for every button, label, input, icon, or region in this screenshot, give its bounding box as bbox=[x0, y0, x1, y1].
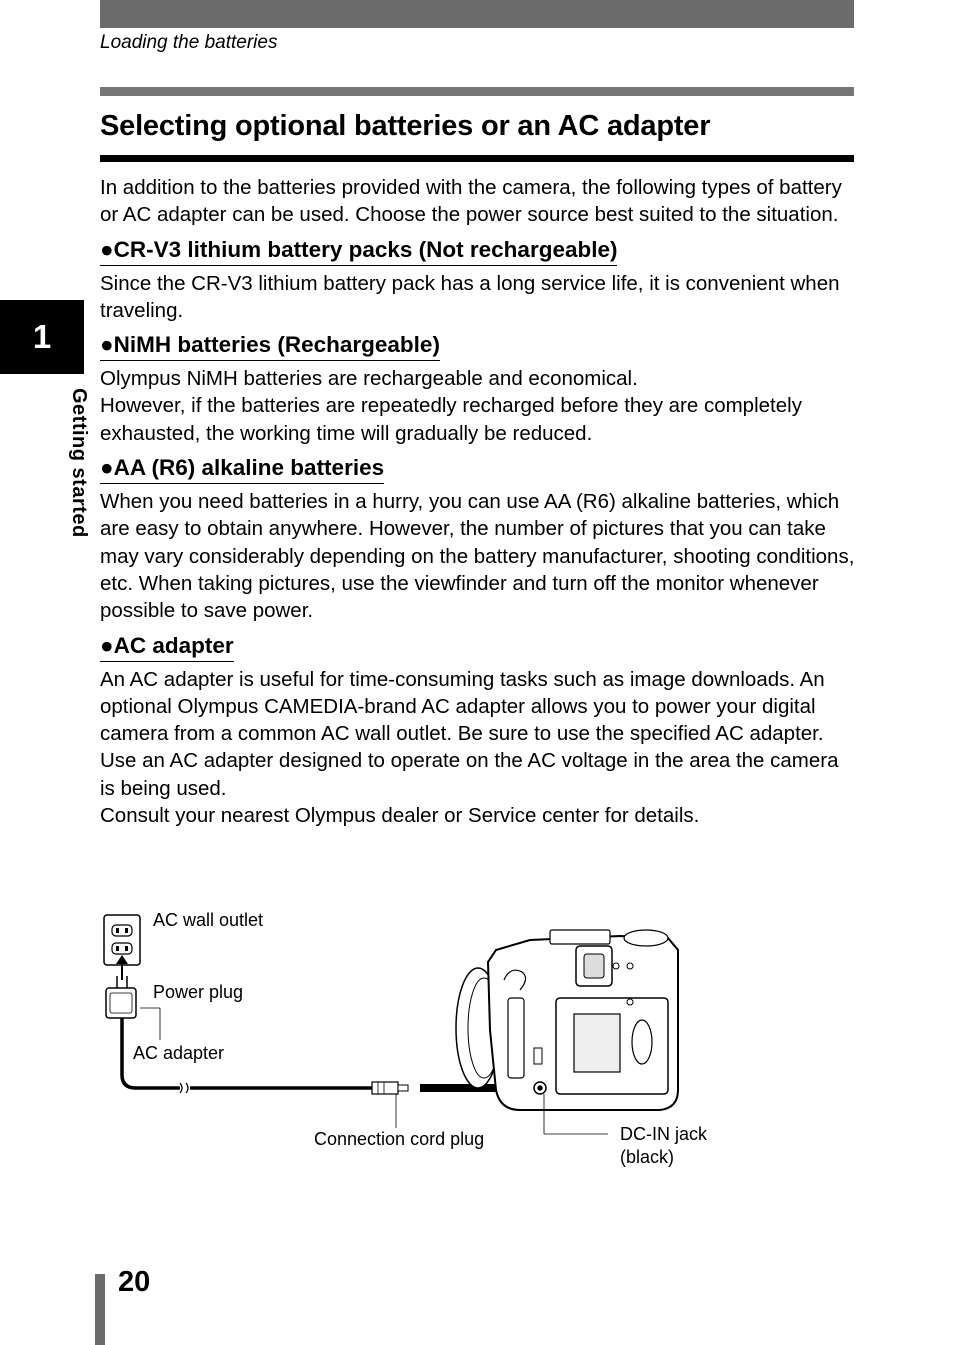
bullet-icon: ● bbox=[100, 632, 114, 658]
section-nimh bbox=[100, 331, 856, 447]
chapter-tab: 1 bbox=[0, 300, 84, 374]
section-heading-text bbox=[100, 236, 617, 266]
intro-paragraph: In addition to the batteries provided with the camera, the following types of battery or AC adapter can be used. Choose the power source best suited to the situation. bbox=[100, 176, 842, 227]
bullet-icon: ● bbox=[100, 236, 114, 262]
bullet-icon: ● bbox=[100, 332, 114, 358]
section-heading-text bbox=[100, 331, 440, 361]
section-crv3 bbox=[100, 236, 856, 325]
section-paragraph: Since the CR-V3 lithium battery pack has a long service life, it is convenient when traveling. bbox=[100, 271, 840, 322]
section-heading bbox=[100, 632, 856, 662]
bullet-icon: ● bbox=[100, 455, 114, 481]
footer-bar bbox=[95, 1274, 105, 1345]
section-paragraph: An AC adapter is useful for time-consuming tasks such as image downloads. An optional Olympus CAMEDIA-brand AC adapter allows you to power your digital camera from a common AC wall outlet. Be sure to use the specified AC adapter. bbox=[100, 667, 825, 746]
section-alkaline bbox=[100, 454, 856, 624]
section-paragraph: However, if the batteries are repeatedly recharged before they are completely exhausted, the working time will gradually be reduced. bbox=[100, 394, 802, 445]
section-paragraph: Olympus NiMH batteries are rechargeable and economical. bbox=[100, 367, 638, 391]
power-plug-label: Power plug bbox=[153, 982, 244, 1002]
dc-in-label: DC-IN jack bbox=[620, 1124, 708, 1144]
main-content bbox=[100, 174, 856, 829]
cord-plug-icon bbox=[372, 1082, 408, 1094]
title-rule-bottom bbox=[100, 155, 854, 162]
ac-adapter-label: AC adapter bbox=[133, 1043, 225, 1063]
cord-plug-label: Connection cord plug bbox=[314, 1129, 485, 1149]
section-heading bbox=[100, 331, 856, 361]
wall-outlet-label: AC wall outlet bbox=[153, 910, 264, 930]
ac-adapter-icon bbox=[106, 988, 136, 1018]
title-rule-top bbox=[100, 87, 854, 96]
section-heading-text bbox=[100, 632, 234, 662]
page-number: 20 bbox=[118, 1266, 151, 1298]
heading-label: CR-V3 lithium battery packs (Not rechargeable) bbox=[113, 236, 618, 262]
dc-in-sublabel: (black) bbox=[620, 1147, 675, 1167]
section-paragraph: Consult your nearest Olympus dealer or Service center for details. bbox=[100, 804, 700, 828]
page-title: Selecting optional batteries or an AC adapter bbox=[100, 110, 711, 142]
running-head: Loading the batteries bbox=[100, 32, 278, 53]
section-heading bbox=[100, 454, 856, 484]
connection-diagram bbox=[100, 900, 740, 1190]
heading-label: AA (R6) alkaline batteries bbox=[113, 455, 385, 481]
section-heading-text bbox=[100, 454, 384, 484]
section-paragraph: When you need batteries in a hurry, you can use AA (R6) alkaline batteries, which are easy to obtain anywhere. However, the number of pictures that you can take may vary considerably depending on the battery manufacturer, shooting conditions, etc. When taking pictures, use the viewfinder and turn off the monitor whenever possible to save power. bbox=[100, 490, 855, 623]
header-bar bbox=[100, 0, 854, 28]
heading-label: AC adapter bbox=[113, 632, 234, 658]
section-heading bbox=[100, 236, 856, 266]
section-ac-adapter bbox=[100, 632, 856, 830]
section-paragraph: Use an AC adapter designed to operate on the AC voltage in the area the camera is being used. bbox=[100, 749, 839, 800]
chapter-label: Getting started bbox=[68, 388, 90, 538]
camera-icon bbox=[456, 930, 678, 1110]
heading-label: NiMH batteries (Rechargeable) bbox=[113, 332, 440, 358]
